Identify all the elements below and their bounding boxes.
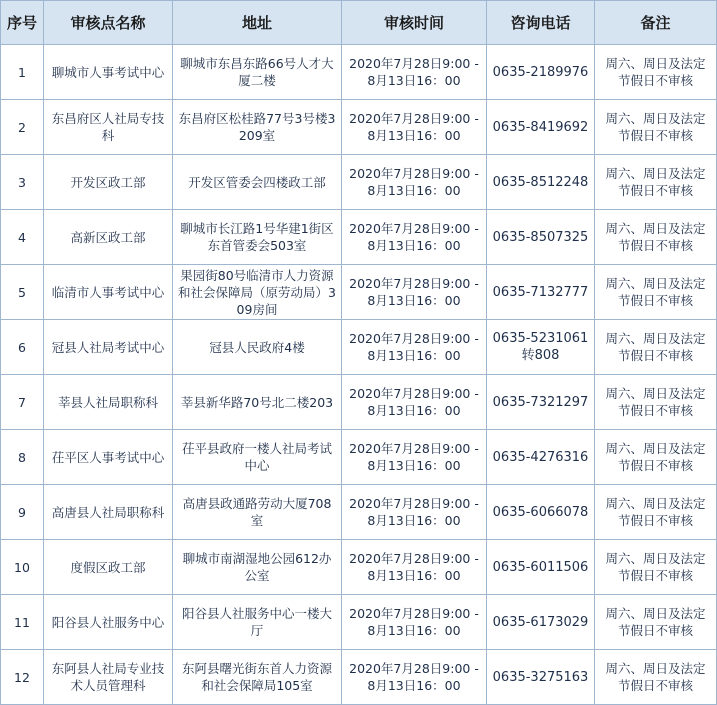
table-row — [1, 320, 717, 375]
cell-address: 开发区管委会四楼政工部 — [173, 155, 342, 210]
cell-address: 茌平县政府一楼人社局考试中心 — [173, 430, 342, 485]
cell-name: 开发区政工部 — [44, 155, 173, 210]
cell-no: 4 — [1, 210, 44, 265]
cell-time: 2020年7月28日9:00 - 8月13日16：00 — [342, 45, 487, 100]
table-row — [1, 100, 717, 155]
table-row — [1, 210, 717, 265]
table-row — [1, 155, 717, 210]
cell-phone: 0635-7132777 — [487, 265, 595, 320]
cell-name: 茌平区人事考试中心 — [44, 430, 173, 485]
cell-name: 高新区政工部 — [44, 210, 173, 265]
cell-address: 莘县新华路70号北二楼203 — [173, 375, 342, 430]
table-row — [1, 45, 717, 100]
table-row — [1, 595, 717, 650]
cell-note: 周六、周日及法定节假日不审核 — [595, 45, 717, 100]
cell-name: 东阿县人社局专业技术人员管理科 — [44, 650, 173, 705]
table-row — [1, 540, 717, 595]
cell-address: 东昌府区松桂路77号3号楼3209室 — [173, 100, 342, 155]
header-row — [1, 1, 717, 45]
cell-time: 2020年7月28日9:00 - 8月13日16：00 — [342, 650, 487, 705]
cell-phone: 0635-6173029 — [487, 595, 595, 650]
cell-phone: 0635-5231061转808 — [487, 320, 595, 375]
cell-name: 聊城市人事考试中心 — [44, 45, 173, 100]
cell-note: 周六、周日及法定节假日不审核 — [595, 430, 717, 485]
cell-time: 2020年7月28日9:00 - 8月13日16：00 — [342, 265, 487, 320]
cell-note: 周六、周日及法定节假日不审核 — [595, 155, 717, 210]
header-name: 审核点名称 — [44, 1, 173, 45]
cell-time: 2020年7月28日9:00 - 8月13日16：00 — [342, 540, 487, 595]
cell-note: 周六、周日及法定节假日不审核 — [595, 540, 717, 595]
cell-no: 1 — [1, 45, 44, 100]
table-row — [1, 265, 717, 320]
cell-no: 2 — [1, 100, 44, 155]
cell-phone: 0635-3275163 — [487, 650, 595, 705]
cell-time: 2020年7月28日9:00 - 8月13日16：00 — [342, 210, 487, 265]
cell-time: 2020年7月28日9:00 - 8月13日16：00 — [342, 485, 487, 540]
cell-address: 果园街80号临清市人力资源和社会保障局（原劳动局）309房间 — [173, 265, 342, 320]
table-row — [1, 485, 717, 540]
cell-note: 周六、周日及法定节假日不审核 — [595, 265, 717, 320]
header-note: 备注 — [595, 1, 717, 45]
cell-time: 2020年7月28日9:00 - 8月13日16：00 — [342, 430, 487, 485]
header-address: 地址 — [173, 1, 342, 45]
cell-phone: 0635-8419692 — [487, 100, 595, 155]
cell-note: 周六、周日及法定节假日不审核 — [595, 650, 717, 705]
table-row — [1, 430, 717, 485]
cell-name: 临清市人事考试中心 — [44, 265, 173, 320]
cell-address: 冠县人民政府4楼 — [173, 320, 342, 375]
cell-phone: 0635-6066078 — [487, 485, 595, 540]
cell-address: 聊城市长江路1号华建1街区东首管委会503室 — [173, 210, 342, 265]
cell-time: 2020年7月28日9:00 - 8月13日16：00 — [342, 375, 487, 430]
header-no: 序号 — [1, 1, 44, 45]
cell-address: 东阿县曙光街东首人力资源和社会保障局105室 — [173, 650, 342, 705]
cell-time: 2020年7月28日9:00 - 8月13日16：00 — [342, 100, 487, 155]
cell-no: 7 — [1, 375, 44, 430]
cell-no: 9 — [1, 485, 44, 540]
cell-phone: 0635-2189976 — [487, 45, 595, 100]
cell-phone: 0635-4276316 — [487, 430, 595, 485]
cell-time: 2020年7月28日9:00 - 8月13日16：00 — [342, 155, 487, 210]
cell-address: 高唐县政通路劳动大厦708室 — [173, 485, 342, 540]
cell-name: 阳谷县人社服务中心 — [44, 595, 173, 650]
cell-address: 聊城市东昌东路66号人才大厦二楼 — [173, 45, 342, 100]
cell-name: 冠县人社局考试中心 — [44, 320, 173, 375]
cell-address: 阳谷县人社服务中心一楼大厅 — [173, 595, 342, 650]
cell-phone: 0635-6011506 — [487, 540, 595, 595]
table-row — [1, 650, 717, 705]
cell-note: 周六、周日及法定节假日不审核 — [595, 485, 717, 540]
cell-no: 3 — [1, 155, 44, 210]
cell-address: 聊城市南湖湿地公园612办公室 — [173, 540, 342, 595]
cell-note: 周六、周日及法定节假日不审核 — [595, 210, 717, 265]
cell-no: 6 — [1, 320, 44, 375]
cell-time: 2020年7月28日9:00 - 8月13日16：00 — [342, 595, 487, 650]
cell-note: 周六、周日及法定节假日不审核 — [595, 320, 717, 375]
cell-phone: 0635-7321297 — [487, 375, 595, 430]
cell-phone: 0635-8512248 — [487, 155, 595, 210]
cell-note: 周六、周日及法定节假日不审核 — [595, 375, 717, 430]
cell-name: 高唐县人社局职称科 — [44, 485, 173, 540]
cell-no: 10 — [1, 540, 44, 595]
header-time: 审核时间 — [342, 1, 487, 45]
table-row — [1, 375, 717, 430]
cell-phone: 0635-8507325 — [487, 210, 595, 265]
cell-name: 度假区政工部 — [44, 540, 173, 595]
cell-no: 11 — [1, 595, 44, 650]
cell-name: 东昌府区人社局专技科 — [44, 100, 173, 155]
cell-no: 12 — [1, 650, 44, 705]
cell-time: 2020年7月28日9:00 - 8月13日16：00 — [342, 320, 487, 375]
cell-note: 周六、周日及法定节假日不审核 — [595, 595, 717, 650]
cell-no: 5 — [1, 265, 44, 320]
cell-no: 8 — [1, 430, 44, 485]
cell-note: 周六、周日及法定节假日不审核 — [595, 100, 717, 155]
cell-name: 莘县人社局职称科 — [44, 375, 173, 430]
header-phone: 咨询电话 — [487, 1, 595, 45]
